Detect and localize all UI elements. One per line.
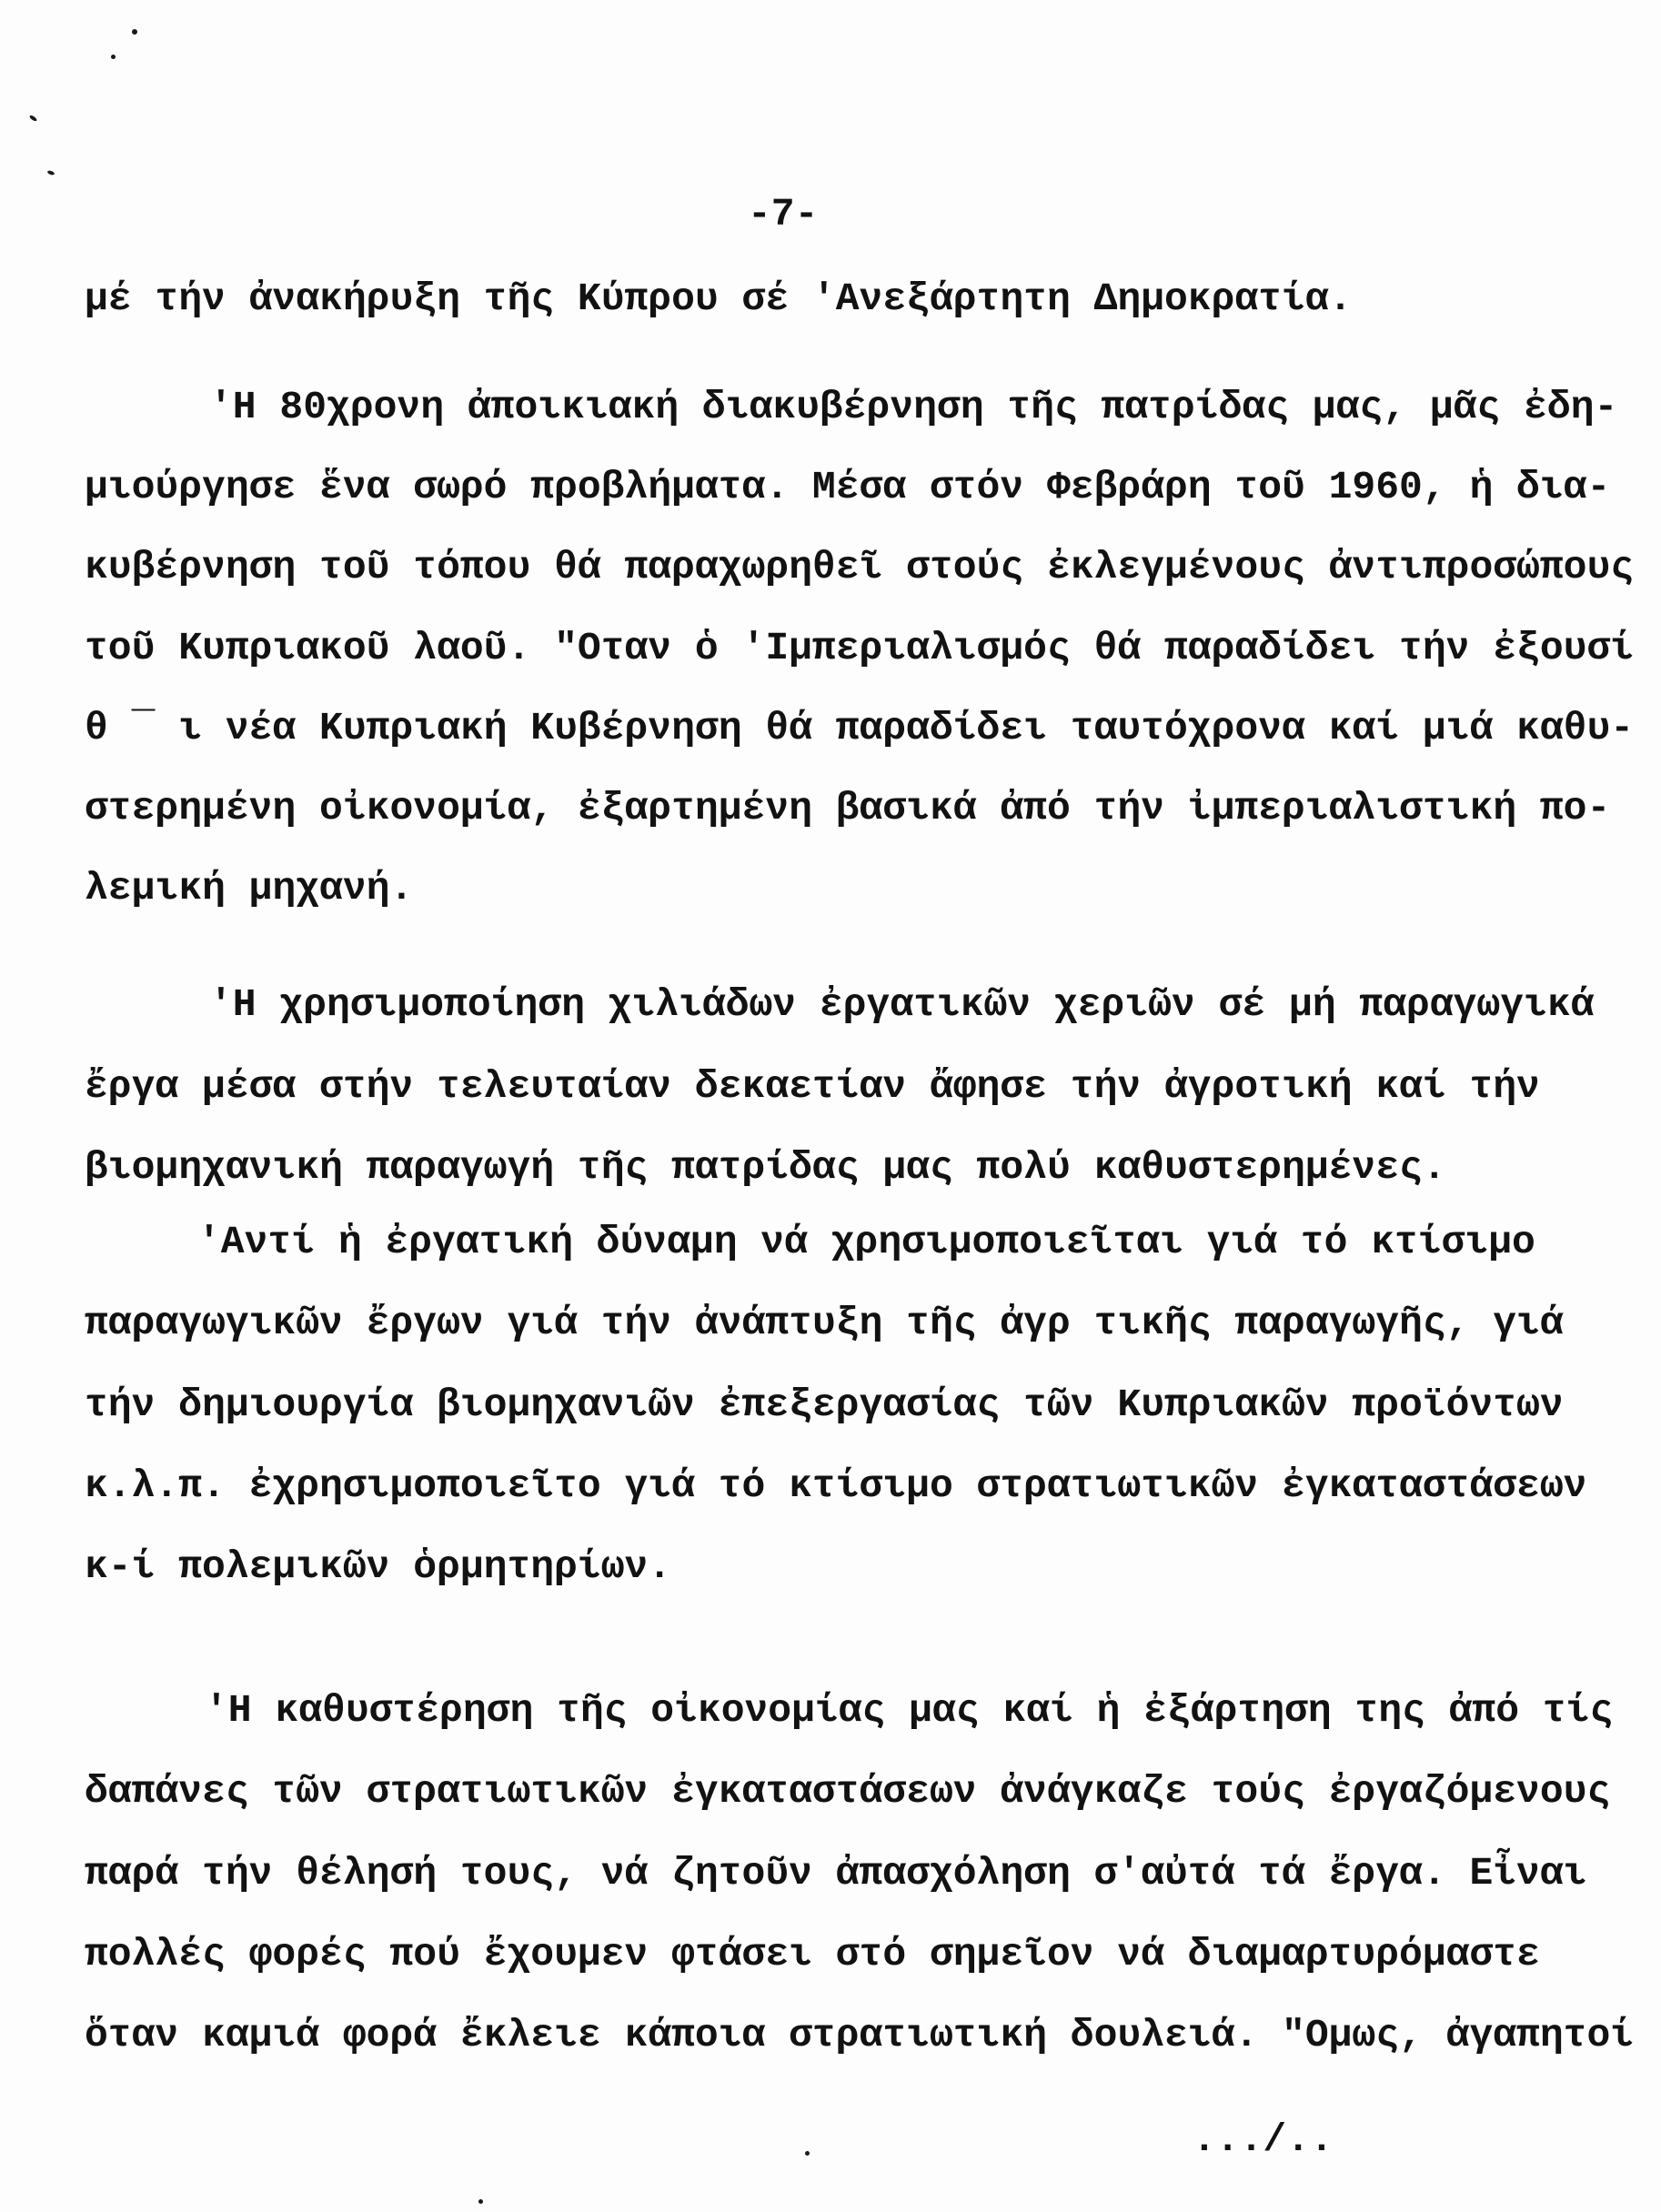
text-line: στερημένη οἰκονομία, ἐξαρτημένη βασικά ἀπό τήν ἰμπεριαλιστική πο- xyxy=(85,785,1611,830)
text-line: ὅταν καμιά φορά ἔκλειε κάποια στρατιωτική δουλειά. "Ομως, ἀγαπητοί xyxy=(85,2013,1635,2057)
text-line: κ.λ.π. ἐχρησιμοποιεῖτο γιά τό κτίσιμο στρατιωτικῶν ἐγκαταστάσεων xyxy=(85,1463,1587,1508)
text-line: θ ¯ ι νέα Κυπριακή Κυβέρνηση θά παραδίδει ταυτόχρονα καί μιά καθυ- xyxy=(85,705,1635,750)
text-line: πολλές φορές πού ἔχουμεν φτάσει στό σημεῖον νά διαμαρτυρόμαστε xyxy=(85,1931,1540,1976)
page-number: -7- xyxy=(748,192,819,236)
scan-speck xyxy=(805,2151,810,2156)
scan-speck xyxy=(478,2199,483,2204)
continuation-marker: .../.. xyxy=(1193,2117,1334,2162)
paragraph xyxy=(85,259,1661,339)
text-line: ἔργα μέσα στήν τελευταίαν δεκαετίαν ἄφησε τήν ἀγροτική καί τήν xyxy=(85,1063,1540,1109)
text-line: τήν δημιουργία βιομηχανιῶν ἐπεξεργασίας τῶν Κυπριακῶν προϊόντων xyxy=(85,1382,1564,1427)
paragraph xyxy=(85,1670,1661,2076)
scan-speck xyxy=(132,29,137,35)
text-line: λεμική μηχανή. xyxy=(85,866,414,911)
text-line: παρά τήν θέλησή τους, νά ζητοῦν ἀπασχόληση σ'αὐτά τά ἔργα. Εἶναι xyxy=(85,1850,1587,1895)
text-line: 'Η 80χρονη ἀποικιακή διακυβέρνηση τῆς πατρίδας μας, μᾶς ἐδη- xyxy=(209,385,1618,429)
scan-speck xyxy=(111,55,116,59)
paragraph xyxy=(85,367,1661,929)
text-line: μέ τήν ἀνακήρυξη τῆς Κύπρου σέ 'Ανεξάρτητη Δημοκρατία. xyxy=(85,276,1353,321)
scan-speck xyxy=(47,170,55,176)
paragraph xyxy=(85,1202,1661,1607)
text-line: παραγωγικῶν ἔργων γιά τήν ἀνάπτυξη τῆς ἀγρ τικῆς παραγωγῆς, γιά xyxy=(85,1301,1564,1346)
text-line: δαπάνες τῶν στρατιωτικῶν ἐγκαταστάσεων ἀνάγκαζε τούς ἐργαζόμενους xyxy=(85,1769,1611,1815)
scan-speck xyxy=(29,115,38,122)
text-line: κυβέρνηση τοῦ τόπου θά παραχωρηθεῖ στούς ἐκλεγμένους ἀντιπροσώπους xyxy=(85,545,1635,590)
text-line: 'Αντί ἡ ἐργατική δύναμη νά χρησιμοποιεῖται γιά τό κτίσιμο xyxy=(197,1220,1535,1264)
text-line: 'Η χρησιμοποίηση χιλιάδων ἐργατικῶν χεριῶν σέ μή παραγωγικά xyxy=(209,982,1595,1027)
text-line: τοῦ Κυπριακοῦ λαοῦ. "Οταν ὁ 'Ιμπεριαλισμός θά παραδίδει τήν ἐξουσί xyxy=(85,625,1635,670)
text-line: βιομηχανική παραγωγή τῆς πατρίδας μας πολύ καθυστερημένες. xyxy=(85,1145,1446,1190)
paragraph xyxy=(85,964,1661,1209)
text-line: κ-ί πολεμικῶν ὁρμητηρίων. xyxy=(85,1544,672,1589)
text-line: 'Η καθυστέρηση τῆς οἰκονομίας μας καί ἡ ἐξάρτηση της ἀπό τίς xyxy=(205,1688,1614,1733)
text-line: μιούργησε ἕνα σωρό προβλήματα. Μέσα στόν Φεβράρη τοῦ 1960, ἡ δια- xyxy=(85,465,1611,510)
